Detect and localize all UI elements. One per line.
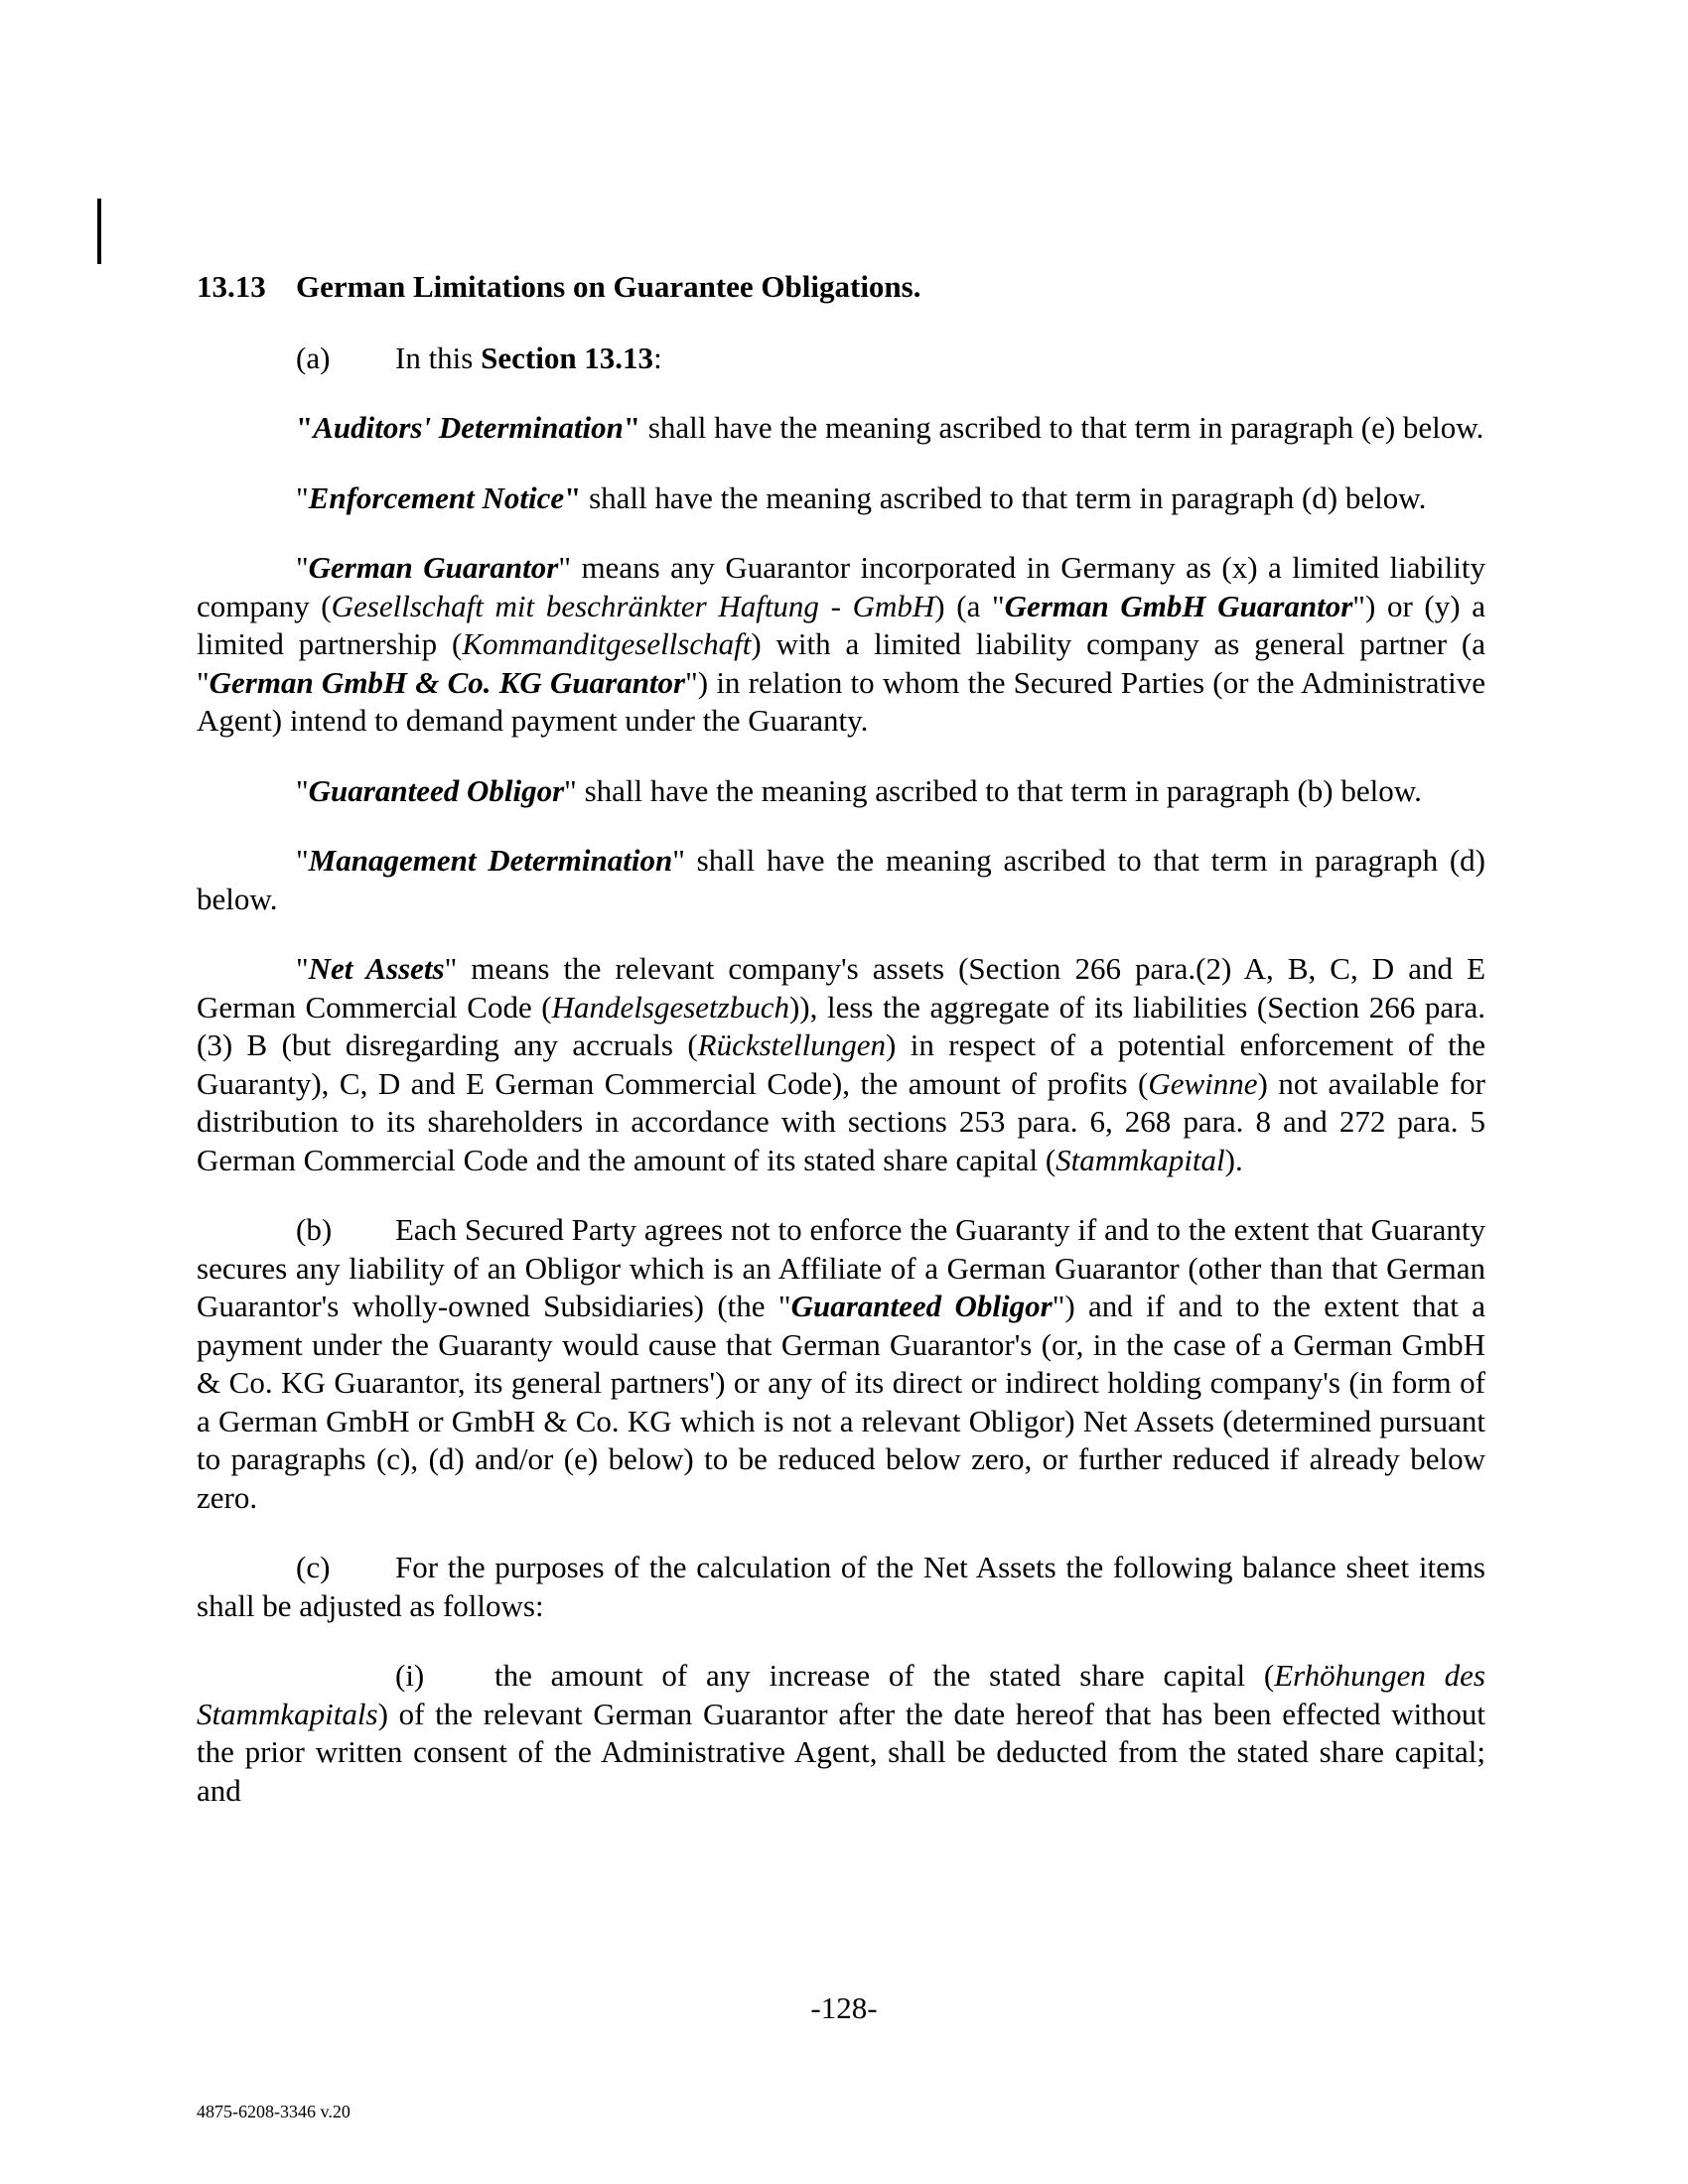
paragraph-b: (b) Each Secured Party agrees not to enforce the Guaranty if and to the extent that Guaranty secures any liability of an Obligor which is an Affiliate of a German Guarantor (other than that German Guarantor's wholly-owned Subsidiaries) (the "Guaranteed Obligor") and if and to the extent that a payment under the Guaranty would cause that German Guarantor's (or, in the case of a German GmbH & Co. KG Guarantor, its general partners') or any of its direct or indirect holding company's (in form of a German GmbH or GmbH & Co. KG which is not a relevant Obligor) Net Assets (determined pursuant to paragraphs (c), (d) and/or (e) below) to be reduced below zero, or further reduced if already below zero. (197, 1212, 1485, 1515)
paragraph-label: (c) (296, 1550, 331, 1584)
paragraph-a: (a) In this Section 13.13: (197, 340, 1485, 378)
section-heading: 13.13 German Limitations on Guarantee Obligations. (197, 268, 1485, 307)
paragraph-label: (a) (296, 340, 331, 375)
defined-term: Guaranteed Obligor (790, 1289, 1053, 1323)
defined-term: Management Determination (308, 843, 673, 878)
definition-guaranteed-obligor: "Guaranteed Obligor" shall have the meaning ascribed to that term in paragraph (b) below. (296, 772, 1422, 808)
page-number: -128- (810, 1990, 878, 2025)
paragraph-c-i: (i) the amount of any increase of the stated share capital (Erhöhungen des Stammkapitals) of the relevant German Guarantor after the date hereof that has been effected without the prior written consent of the Administrative Agent, shall be deducted from the stated share capital; and (197, 1658, 1485, 1808)
definition-management-determination: "Management Determination" shall have the meaning ascribed to that term in paragraph (d) below. (197, 843, 1485, 916)
definition-net-assets: "Net Assets" means the relevant company's assets (Section 266 para.(2) A, B, C, D and E German Commercial Code (Handelsgesetzbuch)), less the aggregate of its liabilities (Section 266 para. (3) B (but disregarding any accruals (Rückstellungen) in respect of a potential enforcement of the Guaranty), C, D and E German Commercial Code), the amount of profits (Gewinne) not available for distribution to its shareholders in accordance with sections 253 para. 6, 268 para. 8 and 272 para. 5 German Commercial Code and the amount of its stated share capital (Stammkapital). (197, 951, 1486, 1177)
section-number: 13.13 (197, 269, 266, 304)
revision-bar (97, 199, 101, 264)
document-id: 4875-6208-3346 v.20 (197, 2102, 351, 2121)
defined-term: Guaranteed Obligor (308, 772, 565, 808)
section-title: German Limitations on Guarantee Obligations (296, 269, 914, 304)
defined-term: German GmbH Guarantor (1004, 588, 1353, 623)
defined-term: Net Assets (308, 951, 445, 986)
defined-term: German GmbH & Co. KG Guarantor (209, 664, 686, 700)
paragraph-label: (i) (395, 1658, 425, 1693)
defined-term: Enforcement Notice (308, 479, 565, 515)
paragraph-c: (c) For the purposes of the calculation of the Net Assets the following balance sheet items shall be adjusted as follows: (197, 1550, 1485, 1623)
definition-german-guarantor: "German Guarantor" means any Guarantor incorporated in Germany as (x) a limited liability company (Gesellschaft mit beschränkter Haftung - GmbH) (a "German GmbH Guarantor") or (y) a limited partnership (Kommanditgesellschaft) with a limited liability company as general partner (a "German GmbH & Co. KG Guarantor") in relation to whom the Secured Parties (or the Administrative Agent) intend to demand payment under the Guaranty. (197, 550, 1486, 738)
definition-auditors-determination: "Auditors' Determination" shall have the meaning ascribed to that term in paragraph (e) below. (296, 410, 1484, 445)
section-reference: Section 13.13 (481, 340, 654, 375)
paragraph-label: (b) (296, 1212, 333, 1247)
defined-term: German Guarantor (308, 550, 559, 585)
definition-enforcement-notice: "Enforcement Notice" shall have the meaning ascribed to that term in paragraph (d) below. (296, 479, 1427, 515)
document-body (197, 268, 1485, 1842)
defined-term: Auditors' Determination (313, 410, 624, 445)
